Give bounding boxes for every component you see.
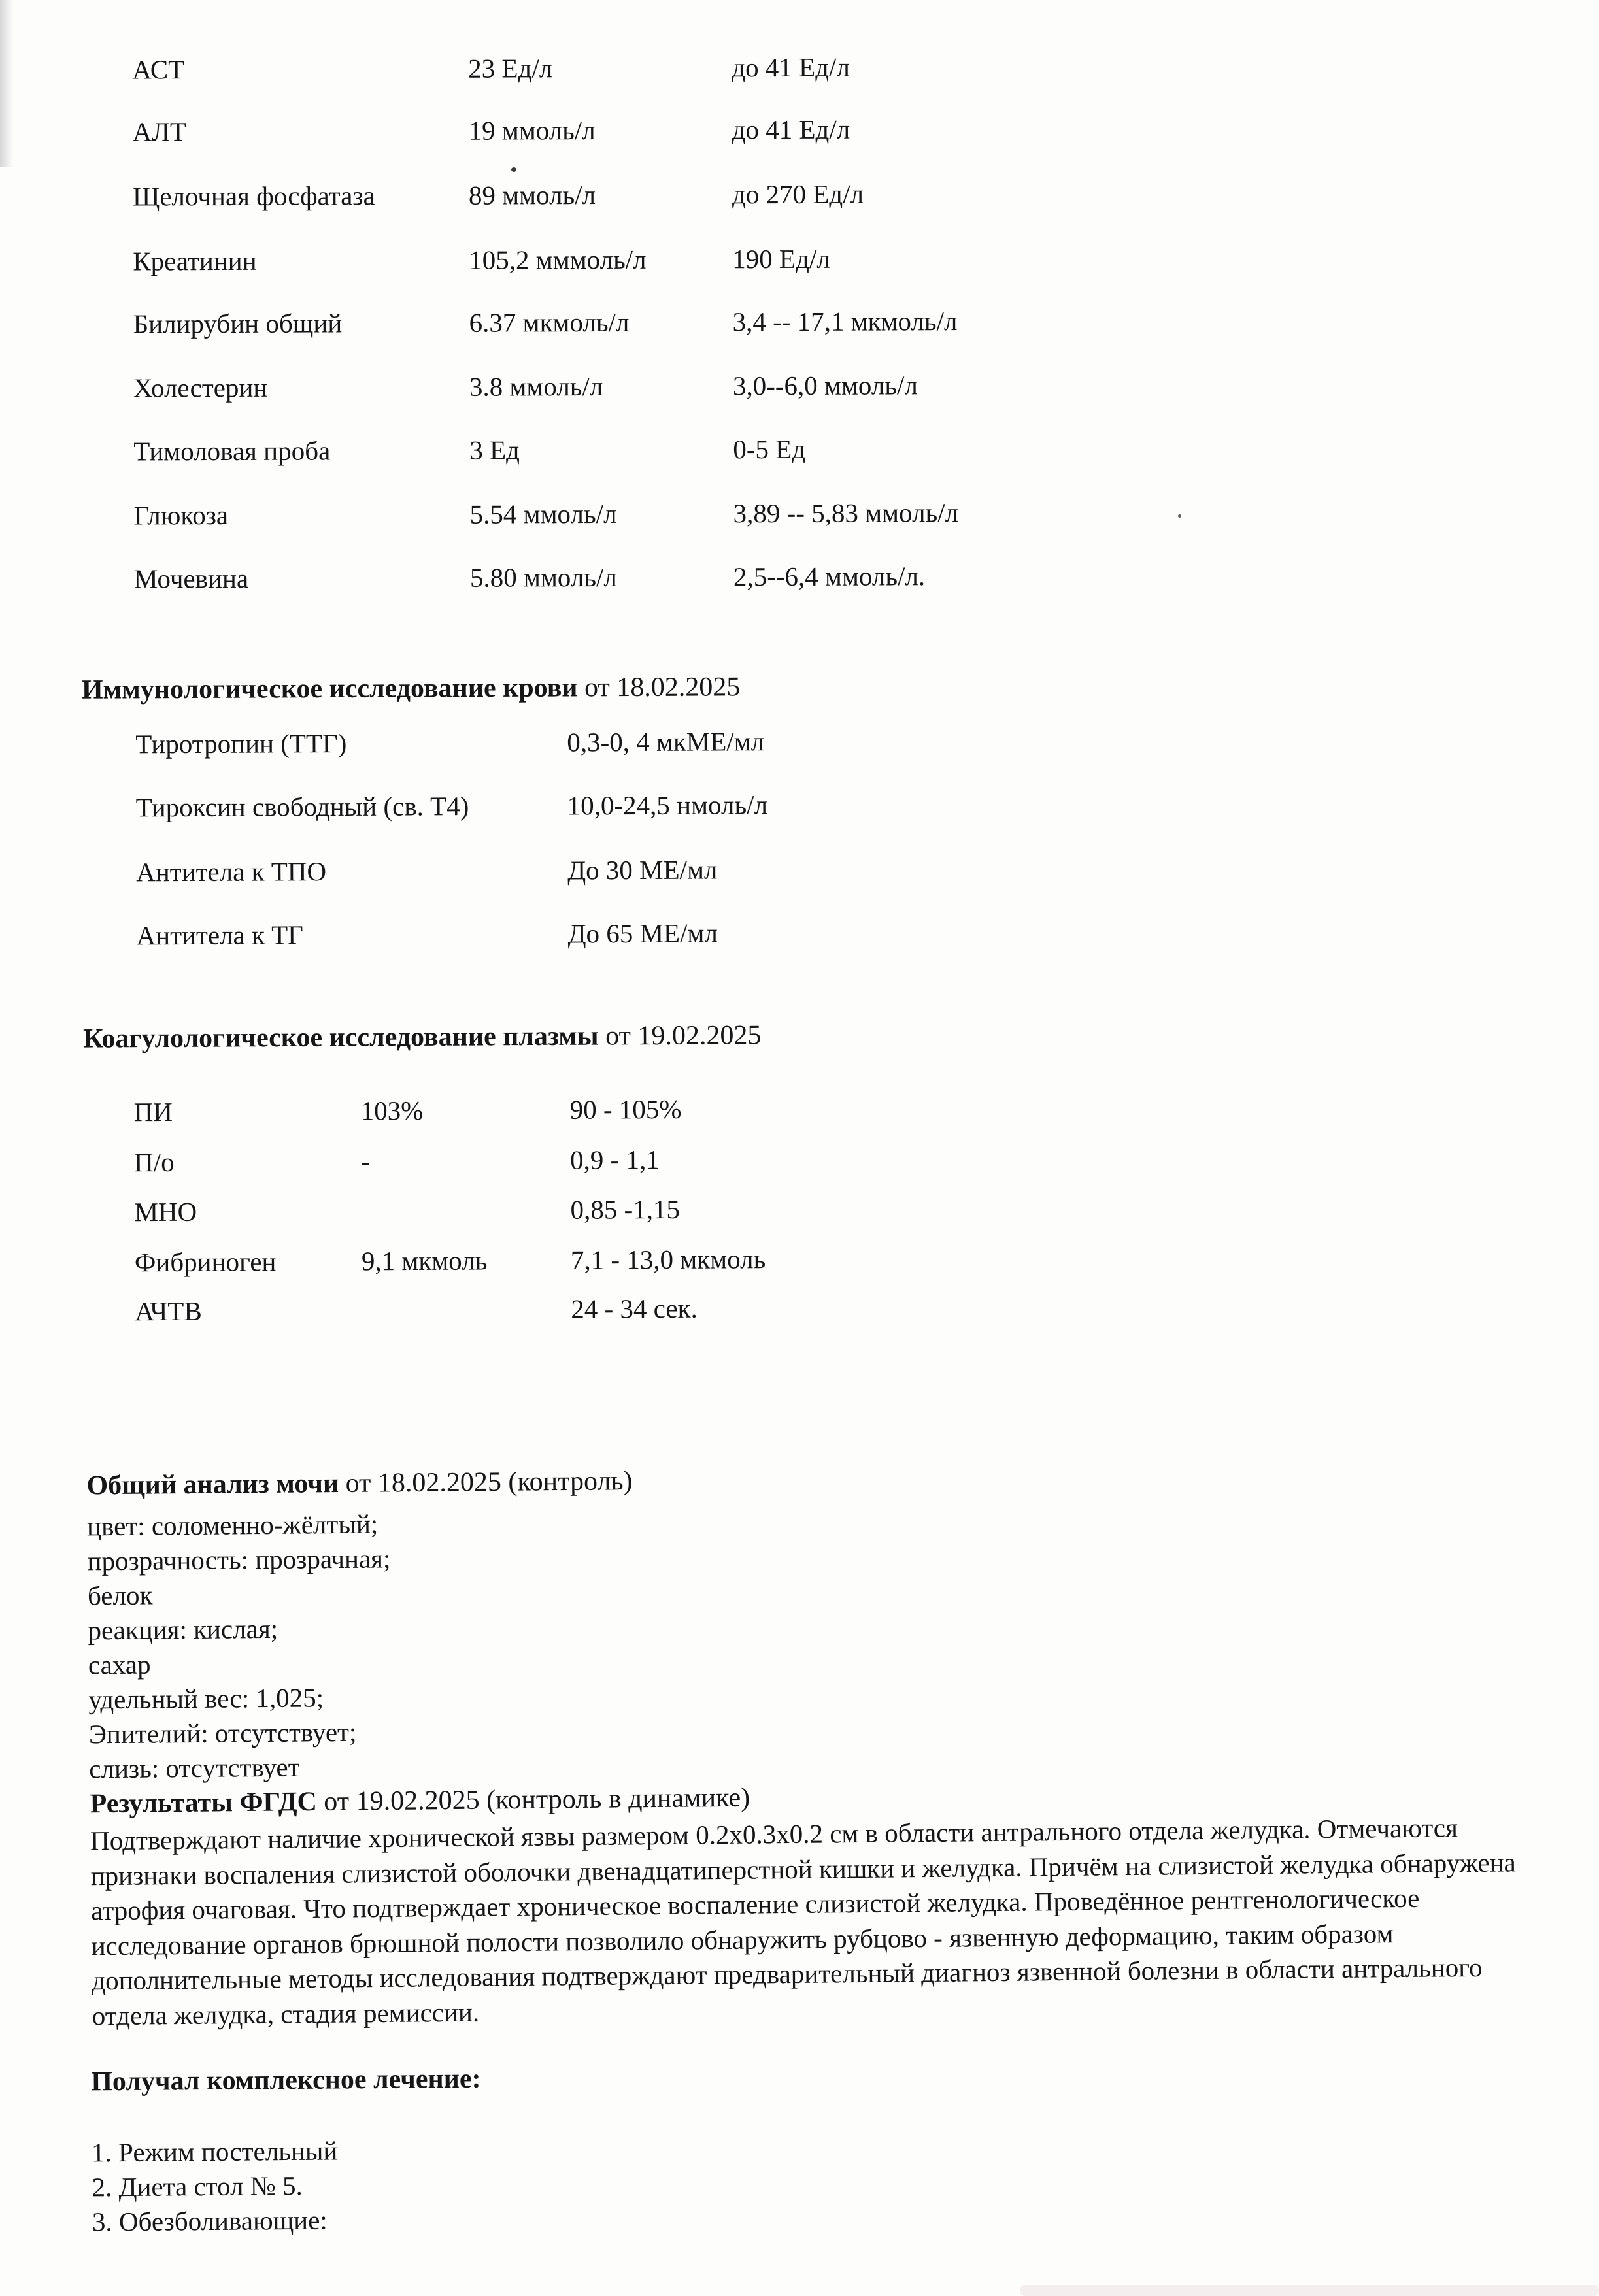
test-name: Билирубин общий bbox=[133, 308, 343, 339]
test-value: 89 ммоль/л bbox=[468, 180, 596, 210]
section-title-bold: Коагулологическое исследование плазмы bbox=[83, 1021, 599, 1054]
test-value: 6.37 мкмоль/л bbox=[469, 307, 630, 338]
test-range: 90 - 105% bbox=[569, 1093, 682, 1125]
test-name: Фибриноген bbox=[134, 1246, 277, 1278]
test-name: Холестерин bbox=[133, 372, 268, 403]
test-name: Тироксин свободный (св. Т4) bbox=[135, 791, 469, 823]
urine-line: белок bbox=[87, 1580, 153, 1611]
treatment-list bbox=[92, 2133, 339, 2239]
test-value: 9,1 мкмоль bbox=[361, 1245, 488, 1276]
test-range: 3,4 -- 17,1 мкмоль/л bbox=[732, 306, 958, 337]
test-value: 5.54 ммоль/л bbox=[469, 498, 617, 529]
test-value: 23 Ед/л bbox=[468, 53, 553, 84]
test-range: 24 - 34 сек. bbox=[571, 1293, 698, 1324]
test-name: Тимоловая проба bbox=[133, 435, 331, 467]
test-name: Антитела к ТПО bbox=[136, 856, 327, 888]
test-range: 2,5--6,4 ммоль/л. bbox=[733, 561, 926, 592]
test-range: 7,1 - 13,0 мкмоль bbox=[570, 1244, 766, 1275]
section-title-date: от 18.02.2025 (контроль) bbox=[338, 1466, 633, 1499]
test-range: 10,0-24,5 нмоль/л bbox=[567, 790, 768, 821]
section-title-bold: Получал комплексное лечение: bbox=[91, 2063, 481, 2097]
test-name: Щелочная фосфатаза bbox=[132, 180, 375, 212]
test-name: Мочевина bbox=[133, 563, 249, 594]
test-range: 0-5 Ед bbox=[733, 433, 806, 465]
test-range: 0,9 - 1,1 bbox=[569, 1144, 660, 1175]
test-value: - bbox=[360, 1146, 370, 1176]
test-value: 19 ммоль/л bbox=[468, 115, 596, 146]
test-range: До 65 МЕ/мл bbox=[567, 918, 718, 949]
test-range: 3,89 -- 5,83 ммоль/л bbox=[733, 497, 959, 529]
test-range: 0,3-0, 4 мкМЕ/мл bbox=[567, 726, 765, 757]
section-title-date: от 19.02.2025 bbox=[598, 1020, 762, 1052]
urine-line: Эпителий: отсутствует; bbox=[88, 1716, 357, 1750]
section-title-date: от 19.02.2025 (контроль в динамике) bbox=[316, 1782, 750, 1817]
test-name: Тиротропин (ТТГ) bbox=[135, 727, 347, 759]
section-title-bold: Результаты ФГДС bbox=[90, 1786, 318, 1820]
test-range: до 41 Ед/л bbox=[732, 52, 850, 83]
test-value: 103% bbox=[360, 1095, 424, 1126]
urine-line: реакция: кислая; bbox=[88, 1613, 278, 1646]
treatment-item: 2. Диета стол № 5. bbox=[92, 2170, 303, 2203]
test-range: До 30 МЕ/мл bbox=[567, 854, 718, 886]
test-value: 105,2 мммоль/л bbox=[469, 244, 647, 275]
urine-line: прозрачность: прозрачная; bbox=[87, 1543, 391, 1576]
test-name: Креатинин bbox=[133, 245, 257, 276]
treatment-item: 1. Режим постельный bbox=[91, 2135, 338, 2168]
urine-line: цвет: соломенно-жёлтый; bbox=[86, 1508, 379, 1542]
test-range: до 270 Ед/л bbox=[732, 178, 864, 210]
test-range: до 41 Ед/л bbox=[732, 114, 850, 145]
section-title-bold: Общий анализ мочи bbox=[86, 1469, 339, 1501]
test-name: П/о bbox=[133, 1146, 175, 1178]
test-name: Глюкоза bbox=[133, 499, 229, 531]
test-name: Антитела к ТГ bbox=[136, 920, 304, 951]
test-range: 3,0--6,0 ммоль/л bbox=[732, 370, 918, 401]
fgds-paragraph: Подтверждают наличие хронической язвы размером 0.2х0.3х0.2 см в области антрального отдела желудка. Отмечаются признаки воспаления слизистой оболочки двенадцатиперстной кишки и желудка. Причём на слизистой желудка обнаружена атрофия очаговая. Что подтверждает хроническое воспаление слизистой желудка. Проведённое рентгенологическое исследование органов брюшной полости позволило обнаружить рубцово - язвенную деформацию, таким образом дополнительные методы исследования подтверждают предварительный диагноз язвенной болезни в области антрального отдела желудка, стадия ремиссии. bbox=[90, 1812, 1516, 2031]
test-name: АСТ bbox=[132, 54, 185, 85]
treatment-item: 3. Обезболивающие: bbox=[92, 2204, 328, 2237]
section-title bbox=[91, 2063, 481, 2098]
urine-line: сахар bbox=[88, 1649, 151, 1680]
section-title-date: от 18.02.2025 bbox=[577, 672, 741, 703]
test-value: 5.80 ммоль/л bbox=[469, 561, 617, 593]
test-range: 0,85 -1,15 bbox=[570, 1193, 681, 1225]
test-value: 3 Ед bbox=[469, 435, 520, 465]
urine-line: слизь: отсутствует bbox=[89, 1752, 300, 1784]
section-title-bold: Иммунологическое исследование крови bbox=[81, 673, 578, 705]
urine-line: удельный вес: 1,025; bbox=[88, 1682, 324, 1715]
test-name: АЛТ bbox=[132, 116, 187, 147]
test-name: АЧТВ bbox=[135, 1295, 202, 1327]
test-name: МНО bbox=[134, 1196, 197, 1227]
test-value: 3.8 ммоль/л bbox=[469, 371, 603, 402]
test-name: ПИ bbox=[133, 1096, 173, 1127]
test-range: 190 Ед/л bbox=[732, 243, 830, 275]
